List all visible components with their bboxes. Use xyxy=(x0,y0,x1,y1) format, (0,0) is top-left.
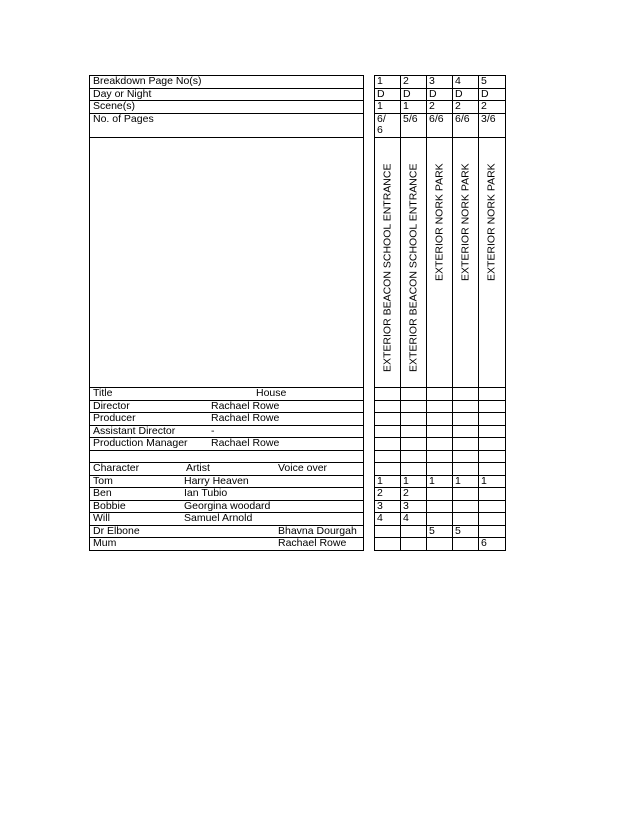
cast-artist: Ian Tubio xyxy=(184,487,228,499)
cast-voice: Rachael Rowe xyxy=(278,537,347,549)
row-day-night-values xyxy=(375,88,506,101)
cast-mark-row xyxy=(375,475,506,488)
cast-mark: 4 xyxy=(401,513,427,526)
row-title xyxy=(90,388,364,401)
label-day-night: Day or Night xyxy=(90,88,364,101)
cast-artist: Samuel Arnold xyxy=(184,512,253,524)
scene-cell: 2 xyxy=(453,101,479,114)
day-night-cell: D xyxy=(453,88,479,101)
cast-mark xyxy=(453,513,479,526)
scene-cell: 2 xyxy=(479,101,506,114)
cast-mark: 6 xyxy=(479,538,506,551)
character-header: Character xyxy=(93,462,140,474)
cast-mark xyxy=(427,538,453,551)
page-no-cell: 2 xyxy=(401,76,427,89)
cast-mark xyxy=(401,538,427,551)
cast-mark xyxy=(401,525,427,538)
pages-cell-line2: 6 xyxy=(377,123,383,136)
ad-value: - xyxy=(211,425,215,437)
cast-mark xyxy=(479,513,506,526)
label-scenes: Scene(s) xyxy=(90,101,364,114)
cast-mark xyxy=(453,488,479,501)
day-night-cell: D xyxy=(375,88,401,101)
cast-mark-row xyxy=(375,513,506,526)
cast-mark xyxy=(479,488,506,501)
cast-row xyxy=(90,513,364,526)
blank-row xyxy=(375,425,506,438)
row-pages-values xyxy=(375,113,506,138)
cast-mark: 4 xyxy=(375,513,401,526)
pages-cell xyxy=(375,113,401,138)
cast-mark xyxy=(427,500,453,513)
cast-mark: 1 xyxy=(401,475,427,488)
cast-mark: 2 xyxy=(401,488,427,501)
cast-row xyxy=(90,538,364,551)
cast-mark: 1 xyxy=(375,475,401,488)
right-table xyxy=(374,75,505,551)
cast-character: Bobbie xyxy=(93,500,126,512)
pages-cell: 6/6 xyxy=(453,113,479,138)
blank-row xyxy=(375,400,506,413)
cast-character: Dr Elbone xyxy=(93,525,140,537)
cast-mark: 3 xyxy=(401,500,427,513)
cast-mark-row xyxy=(375,488,506,501)
label-breakdown-page: Breakdown Page No(s) xyxy=(90,76,364,89)
cast-character: Mum xyxy=(93,537,117,549)
label-no-of-pages: No. of Pages xyxy=(90,113,364,138)
cast-voice: Bhavna Dourgah xyxy=(278,525,357,537)
cast-character: Ben xyxy=(93,487,112,499)
cast-artist: Georgina woodard xyxy=(184,500,271,512)
pages-cell-line1: 6/ xyxy=(377,113,386,125)
row-location-blank xyxy=(90,138,364,388)
director-value: Rachael Rowe xyxy=(211,400,280,412)
cast-mark-row xyxy=(375,500,506,513)
day-night-cell: D xyxy=(427,88,453,101)
voice-header: Voice over xyxy=(278,462,328,474)
row-day-night xyxy=(90,88,364,101)
cast-row xyxy=(90,475,364,488)
cast-mark: 1 xyxy=(427,475,453,488)
cast-row xyxy=(90,488,364,501)
cast-mark xyxy=(427,488,453,501)
producer-label: Producer xyxy=(93,412,136,424)
blank-row xyxy=(375,450,506,463)
cast-mark xyxy=(453,538,479,551)
pages-cell: 5/6 xyxy=(401,113,427,138)
blank-row xyxy=(375,388,506,401)
page-no-cell: 4 xyxy=(453,76,479,89)
cast-mark-row xyxy=(375,525,506,538)
page-no-cell: 3 xyxy=(427,76,453,89)
row-scene-values xyxy=(375,101,506,114)
cast-mark: 5 xyxy=(453,525,479,538)
cast-mark xyxy=(427,513,453,526)
cast-mark: 1 xyxy=(453,475,479,488)
row-spacer xyxy=(90,450,364,463)
day-night-cell: D xyxy=(401,88,427,101)
pages-cell: 6/6 xyxy=(427,113,453,138)
cast-mark xyxy=(479,500,506,513)
cast-row xyxy=(90,525,364,538)
title-label: Title xyxy=(93,387,113,399)
row-director xyxy=(90,400,364,413)
row-locations xyxy=(375,138,506,388)
cast-mark xyxy=(375,525,401,538)
row-cast-header xyxy=(90,463,364,476)
cast-artist: Harry Heaven xyxy=(184,475,249,487)
day-night-cell: D xyxy=(479,88,506,101)
row-assistant-director xyxy=(90,425,364,438)
row-scenes xyxy=(90,101,364,114)
cast-mark: 2 xyxy=(375,488,401,501)
cast-character: Tom xyxy=(93,475,113,487)
blank-row xyxy=(375,413,506,426)
blank-row xyxy=(375,463,506,476)
row-breakdown-page xyxy=(90,76,364,89)
pages-cell: 3/6 xyxy=(479,113,506,138)
row-production-manager xyxy=(90,438,364,451)
ad-label: Assistant Director xyxy=(93,425,176,437)
page-no-cell: 1 xyxy=(375,76,401,89)
location-label: EXTERIOR NORK PARK xyxy=(433,163,445,281)
pm-value: Rachael Rowe xyxy=(211,437,280,449)
scene-cell: 1 xyxy=(401,101,427,114)
cast-mark: 3 xyxy=(375,500,401,513)
cast-character: Will xyxy=(93,512,110,524)
cast-mark xyxy=(453,500,479,513)
cast-mark xyxy=(375,538,401,551)
blank-row xyxy=(375,438,506,451)
cast-mark: 5 xyxy=(427,525,453,538)
location-label: EXTERIOR NORK PARK xyxy=(485,163,498,281)
pm-label: Production Manager xyxy=(93,437,188,449)
producer-value: Rachael Rowe xyxy=(211,412,280,424)
cast-row xyxy=(90,500,364,513)
cast-mark-row xyxy=(375,538,506,551)
title-value: House xyxy=(256,387,287,399)
row-no-of-pages xyxy=(90,113,364,138)
location-label: EXTERIOR BEACON SCHOOL ENTRANCE xyxy=(407,163,419,372)
scene-cell: 2 xyxy=(427,101,453,114)
row-producer xyxy=(90,413,364,426)
location-label: EXTERIOR NORK PARK xyxy=(459,163,471,281)
director-label: Director xyxy=(93,400,130,412)
scene-cell: 1 xyxy=(375,101,401,114)
location-label: EXTERIOR BEACON SCHOOL ENTRANCE xyxy=(381,163,393,372)
cast-mark xyxy=(479,525,506,538)
row-page-numbers xyxy=(375,76,506,89)
left-table xyxy=(89,75,363,551)
page-no-cell: 5 xyxy=(479,76,506,89)
cast-mark: 1 xyxy=(479,475,506,488)
artist-header: Artist xyxy=(186,462,210,474)
